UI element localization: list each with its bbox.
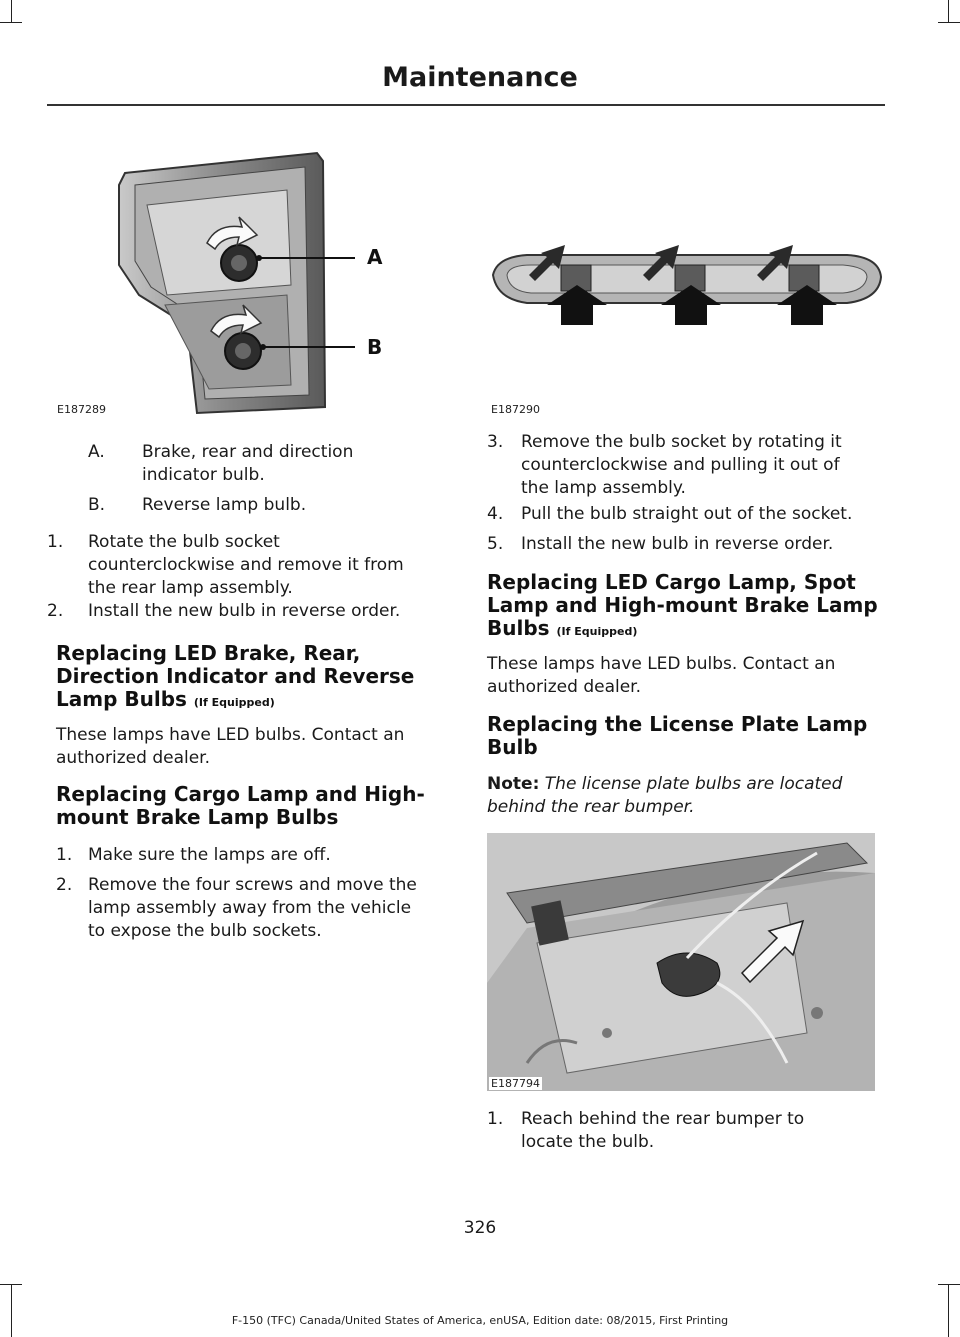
- crop-mark: [938, 22, 960, 23]
- step-number: 3.: [487, 432, 504, 452]
- heading-line: Bulb: [487, 735, 538, 759]
- footer-edition-text: F-150 (TFC) Canada/United States of America, enUSA, Edition date: 08/2015, First Printing: [231, 1314, 729, 1327]
- section-heading-cargo: [56, 783, 425, 829]
- if-equipped-tag: (If Equipped): [556, 625, 638, 638]
- note-text: The license plate bulbs are located: [544, 774, 843, 794]
- figure-code: E187794: [491, 1077, 540, 1090]
- note-line: [487, 773, 842, 796]
- body-text: authorized dealer.: [487, 677, 642, 697]
- header-rule: [47, 104, 885, 106]
- step-text: Remove the four screws and move the: [88, 875, 417, 895]
- step-number: 5.: [487, 534, 504, 554]
- body-text: These lamps have LED bulbs. Contact an: [487, 654, 836, 674]
- heading-line: Replacing LED Cargo Lamp, Spot: [487, 570, 856, 594]
- page-header-title: Maintenance: [382, 62, 578, 93]
- step-text: counterclockwise and remove it from: [88, 555, 404, 575]
- step-text: Make sure the lamps are off.: [88, 845, 331, 865]
- heading-line: mount Brake Lamp Bulbs: [56, 805, 339, 829]
- step-number: 4.: [487, 504, 504, 524]
- heading-line: Lamp and High-mount Brake Lamp: [487, 593, 878, 617]
- section-heading-led-brake: [56, 642, 414, 714]
- step-text: to expose the bulb sockets.: [88, 921, 322, 941]
- callout-b: B: [367, 335, 383, 359]
- heading-line: Replacing Cargo Lamp and High-: [56, 782, 425, 806]
- crop-mark: [948, 1285, 949, 1337]
- step-number: 1.: [487, 1109, 504, 1129]
- step-number: 1.: [47, 532, 64, 552]
- legend-key: B.: [88, 495, 106, 515]
- crop-mark: [938, 1284, 960, 1285]
- license-plate-lamp-figure: [487, 833, 875, 1091]
- legend-key: A.: [88, 442, 105, 462]
- callout-a: A: [367, 245, 383, 269]
- tail-lamp-illustration: [47, 145, 447, 420]
- step-text: Install the new bulb in reverse order.: [521, 534, 834, 554]
- step-text: Rotate the bulb socket: [88, 532, 280, 552]
- high-mount-lamp-illustration: [487, 215, 887, 420]
- step-text: lamp assembly away from the vehicle: [88, 898, 412, 918]
- body-text: authorized dealer.: [56, 748, 211, 768]
- tail-lamp-figure: [47, 145, 447, 420]
- crop-mark: [948, 0, 949, 22]
- figure-code: E187290: [491, 403, 540, 416]
- step-text: the rear lamp assembly.: [88, 578, 293, 598]
- crop-mark: [0, 1284, 22, 1285]
- crop-mark: [0, 22, 22, 23]
- heading-line: Replacing the License Plate Lamp: [487, 712, 868, 736]
- step-number: 1.: [56, 845, 73, 865]
- legend-text: Brake, rear and direction: [142, 442, 354, 462]
- page-number: 326: [463, 1218, 497, 1238]
- figure-code: E187289: [57, 403, 106, 416]
- note-text: behind the rear bumper.: [487, 797, 695, 817]
- step-text: Remove the bulb socket by rotating it: [521, 432, 842, 452]
- license-plate-lamp-illustration: [487, 833, 875, 1091]
- step-text: Reach behind the rear bumper to: [521, 1109, 805, 1129]
- crop-mark: [11, 1285, 12, 1337]
- section-heading-led-cargo: [487, 571, 878, 643]
- high-mount-lamp-figure: [487, 215, 887, 420]
- step-text: locate the bulb.: [521, 1132, 655, 1152]
- step-text: counterclockwise and pulling it out of: [521, 455, 840, 475]
- legend-text: indicator bulb.: [142, 465, 265, 485]
- step-number: 2.: [56, 875, 73, 895]
- step-text: Install the new bulb in reverse order.: [88, 601, 401, 621]
- body-text: These lamps have LED bulbs. Contact an: [56, 725, 405, 745]
- step-number: 2.: [47, 601, 64, 621]
- heading-line: Lamp Bulbs: [56, 687, 187, 711]
- note-label: Note:: [487, 774, 540, 794]
- if-equipped-tag: (If Equipped): [193, 696, 275, 709]
- section-heading-license-plate: [487, 713, 867, 759]
- legend-text: Reverse lamp bulb.: [142, 495, 307, 515]
- heading-line: Replacing LED Brake, Rear,: [56, 641, 361, 665]
- heading-line: Direction Indicator and Reverse: [56, 664, 415, 688]
- step-text: the lamp assembly.: [521, 478, 686, 498]
- step-text: Pull the bulb straight out of the socket.: [521, 504, 853, 524]
- crop-mark: [11, 0, 12, 22]
- heading-line: Bulbs: [487, 616, 550, 640]
